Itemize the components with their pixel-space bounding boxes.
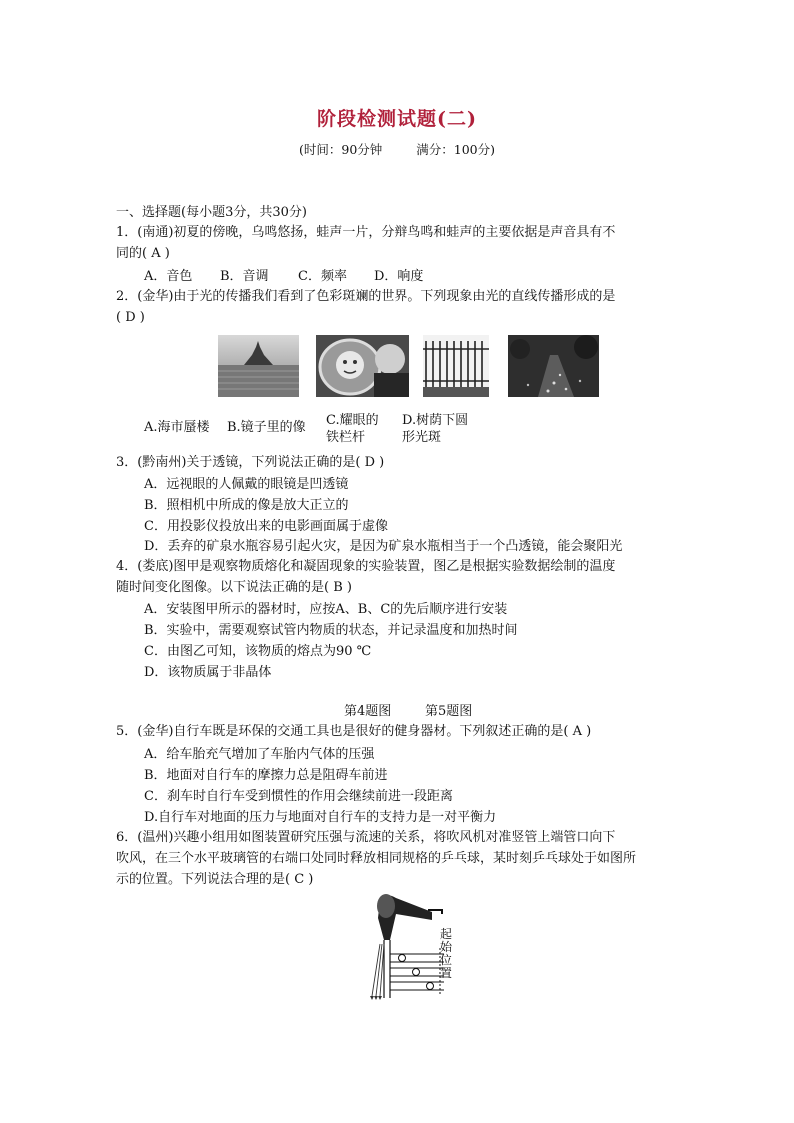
caption-d-line1: D.树荫下圆 (402, 413, 469, 428)
q6-stem-line3: 示的位置。下列说法合理的是( C ) (116, 872, 314, 887)
q4-stem-line1: 4．(娄底)图甲是观察物质熔化和凝固现象的实验装置，图乙是根据实验数据绘制的温度 (116, 559, 616, 574)
q1-option-a: A．音色 (144, 269, 193, 284)
q2-stem-line2: ( D ) (116, 310, 145, 325)
q1-option-c: C．频率 (298, 269, 347, 284)
q1-option-b: B．音调 (220, 269, 269, 284)
q4-stem-line2: 随时间变化图像。以下说法正确的是( B ) (116, 580, 352, 595)
q4-option-c: C．由图乙可知，该物质的熔点为90 ℃ (144, 644, 372, 659)
tree-shade-photo (508, 335, 599, 397)
time-limit: (时间：90分钟 (298, 142, 383, 157)
caption-b: B.镜子里的像 (227, 420, 306, 435)
figure-5-label: 第5题图 (425, 704, 473, 719)
q6-stem-line1: 6．(温州)兴趣小组用如图装置研究压强与流速的关系，将吹风机对准竖管上端管口向下 (116, 830, 616, 845)
caption-c-line1: C.耀眼的 (326, 413, 379, 428)
q3-option-c: C．用投影仪投放出来的电影画面属于虚像 (144, 519, 388, 534)
mirror-photo (316, 335, 409, 397)
q4-option-a: A．安装图甲所示的器材时，应按A、B、C的先后顺序进行安装 (144, 602, 508, 617)
q1-stem-line1: 1．(南通)初夏的傍晚，乌鸣悠扬，蛙声一片，分辩鸟鸣和蛙声的主要依据是声音具有不 (116, 225, 616, 240)
section-heading: 一、选择题(每小题3分，共30分) (116, 205, 307, 220)
q5-option-c: C．刹车时自行车受到惯性的作用会继续前进一段距离 (144, 789, 453, 804)
caption-d-line2: 形光斑 (402, 430, 442, 445)
q4-option-b: B．实验中，需要观察试管内物质的状态，并记录温度和加热时间 (144, 623, 518, 638)
page-title: 阶段检测试题(二) (317, 108, 477, 130)
q3-stem: 3．(黔南州)关于透镜，下列说法正确的是( D ) (116, 455, 385, 470)
q3-option-b: B．照相机中所成的像是放大正立的 (144, 498, 349, 513)
q3-option-a: A．远视眼的人佩戴的眼镜是凹透镜 (144, 477, 349, 492)
figure-4-label: 第4题图 (344, 704, 392, 719)
q5-stem: 5．(金华)自行车既是环保的交通工具也是很好的健身器材。下列叙述正确的是( A ) (116, 724, 592, 739)
q1-stem-line2: 同的( A ) (116, 246, 170, 261)
q4-option-d: D．该物质属于非晶体 (144, 665, 272, 680)
q5-option-d: D.自行车对地面的压力与地面对自行车的支持力是一对平衡力 (144, 810, 497, 825)
caption-c-line2: 铁栏杆 (326, 430, 366, 445)
q2-stem-line1: 2．(金华)由于光的传播我们看到了色彩斑斓的世界。下列现象由光的直线传播形成的是 (116, 289, 616, 304)
q6-stem-line2: 吹风，在三个水平玻璃管的右端口处同时释放相同规格的乒乓球，某时刻乒乓球处于如图所 (116, 851, 637, 866)
q5-option-b: B．地面对自行车的摩擦力总是阻碍车前进 (144, 768, 388, 783)
caption-a: A.海市蜃楼 (144, 420, 210, 435)
q5-option-a: A．给车胎充气增加了车胎内气体的压强 (144, 747, 375, 762)
q3-option-d: D．丢弃的矿泉水瓶容易引起火灾，是因为矿泉水瓶相当于一个凸透镜，能会聚阳光 (144, 539, 623, 554)
full-score: 满分：100分) (416, 142, 495, 157)
q1-option-d: D．响度 (374, 269, 424, 284)
exam-info (0, 140, 794, 158)
start-position-label: 起始位置 (440, 927, 453, 980)
mirage-photo (218, 335, 299, 397)
iron-fence-photo (423, 335, 489, 397)
